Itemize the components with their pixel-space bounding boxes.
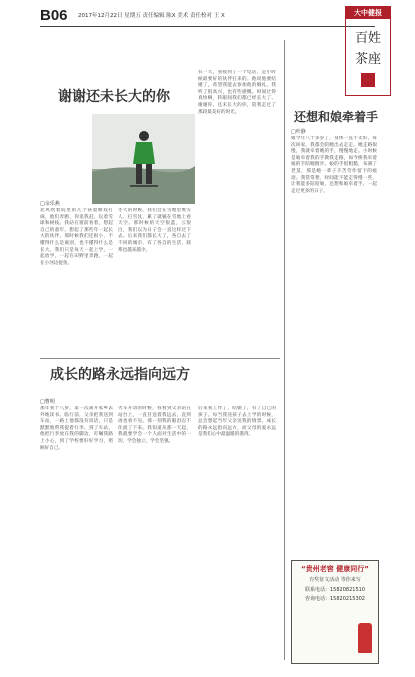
section-title-line-2: 茶座	[354, 52, 381, 67]
article-2-byline: □曹明	[40, 399, 55, 405]
article-2-column-1: 那年我十八岁，第一次离开家乡去外地读书。临行前，父亲把我送到车站，一路上他都没有说话，只是默默地帮我提着行李。到了车站，他把行李放在我的脚边，叮嘱我路上小心，到了学校要好好学习，照顾好自己。	[40, 406, 113, 451]
section-title-line-1: 百姓	[354, 31, 381, 46]
article-1-column-3: 有一天，我接到了一个电话，是小时候最要好的伙伴打来的。他说他要结婚了，希望我能去参加他的婚礼。我听了很高兴，也有些感慨。时间过得真快啊，转眼间我们都已经长大了。谢谢你，还未长大的你，陪我走过了那段最美好的时光。	[198, 70, 276, 115]
article-3-body: 娘今年八十多岁了，身体一直不太好。每次回家，我都会陪她出去走走。她走路很慢，我就牵着她的手，慢慢地走。小时候是娘牵着我的手教我走路，如今换我牵着娘的手陪她散步。娘的手很粗糙，布满了老茧，那是她一辈子辛苦劳作留下的痕迹。我常常想，时间能不能走得慢一些，让我能多陪陪娘，还想和娘牵着手，一起走过更多的日子。	[291, 136, 377, 194]
advert-contact: 联系电话：15820821510	[305, 586, 365, 593]
article-1-column-1: 北风吹着院里的几个孩童嬉戏打闹，他们奔跑、你追我赶，玩着雪球和树枝。我站在窗前看着，想起自己的童年，想起了那些年一起长大的伙伴。那时候我们还很小，不懂得什么是离别，也不懂得什么是长大。我们只是每天一起上学，一起放学，一起在田野里奔跑，一起在小河边捉鱼。	[40, 208, 113, 266]
advert-headline: “贵州老窖 健康同行”	[301, 565, 369, 573]
issue-info: 2017年12月22日 星期五 责任编辑 陈X 美术 责任校对 王 X	[78, 13, 225, 19]
article-1-photo	[92, 114, 195, 204]
article-1-byline: □余乐燕	[40, 201, 60, 207]
column-divider	[284, 40, 285, 660]
page-number: B06	[40, 7, 68, 24]
article-2-column-2: 火车开动的时候，我看到父亲站在站台上，一直目送着我远去，直到再也看不见。那一刻我的眼泪忍不住流了下来。我知道从那一天起，我就要学会一个人面对生活中的一切，学会独立，学会坚强。	[118, 406, 191, 444]
advert-box	[291, 560, 379, 664]
article-1-column-2: 冬天的时候，我们会在雪地里堆雪人、打雪仗，累了就躺在雪地上看天空。那时候的天空很蓝，云很白，我们以为日子会一直这样过下去。后来我们都长大了，各自去了不同的城市，有了各自的生活，联系也越来越少。	[118, 208, 191, 253]
bottle-icon	[358, 623, 372, 653]
section-logo	[345, 6, 391, 96]
brand-tag: 大中健报	[346, 7, 390, 19]
article-2-column-3: 后来我工作了，结婚了，有了自己的孩子。每当我送孩子去上学的时候，总会想起当年父亲送我的情景。成长的路永远指向远方，而父母的爱永远是我们心中最温暖的港湾。	[198, 406, 276, 438]
header-rule	[40, 26, 375, 27]
article-3-byline: □叶静	[291, 129, 306, 135]
section-divider	[40, 358, 280, 359]
article-2-title: 成长的路永远指向远方	[50, 367, 190, 383]
seal-icon	[361, 73, 375, 87]
advert-subline: 有奖征文活动 等你来写	[309, 577, 361, 583]
article-1-title: 谢谢还未长大的你	[58, 89, 170, 105]
article-3-title: 还想和娘牵着手	[294, 110, 379, 124]
advert-hotline: 咨询电话：15820215302	[305, 596, 365, 602]
